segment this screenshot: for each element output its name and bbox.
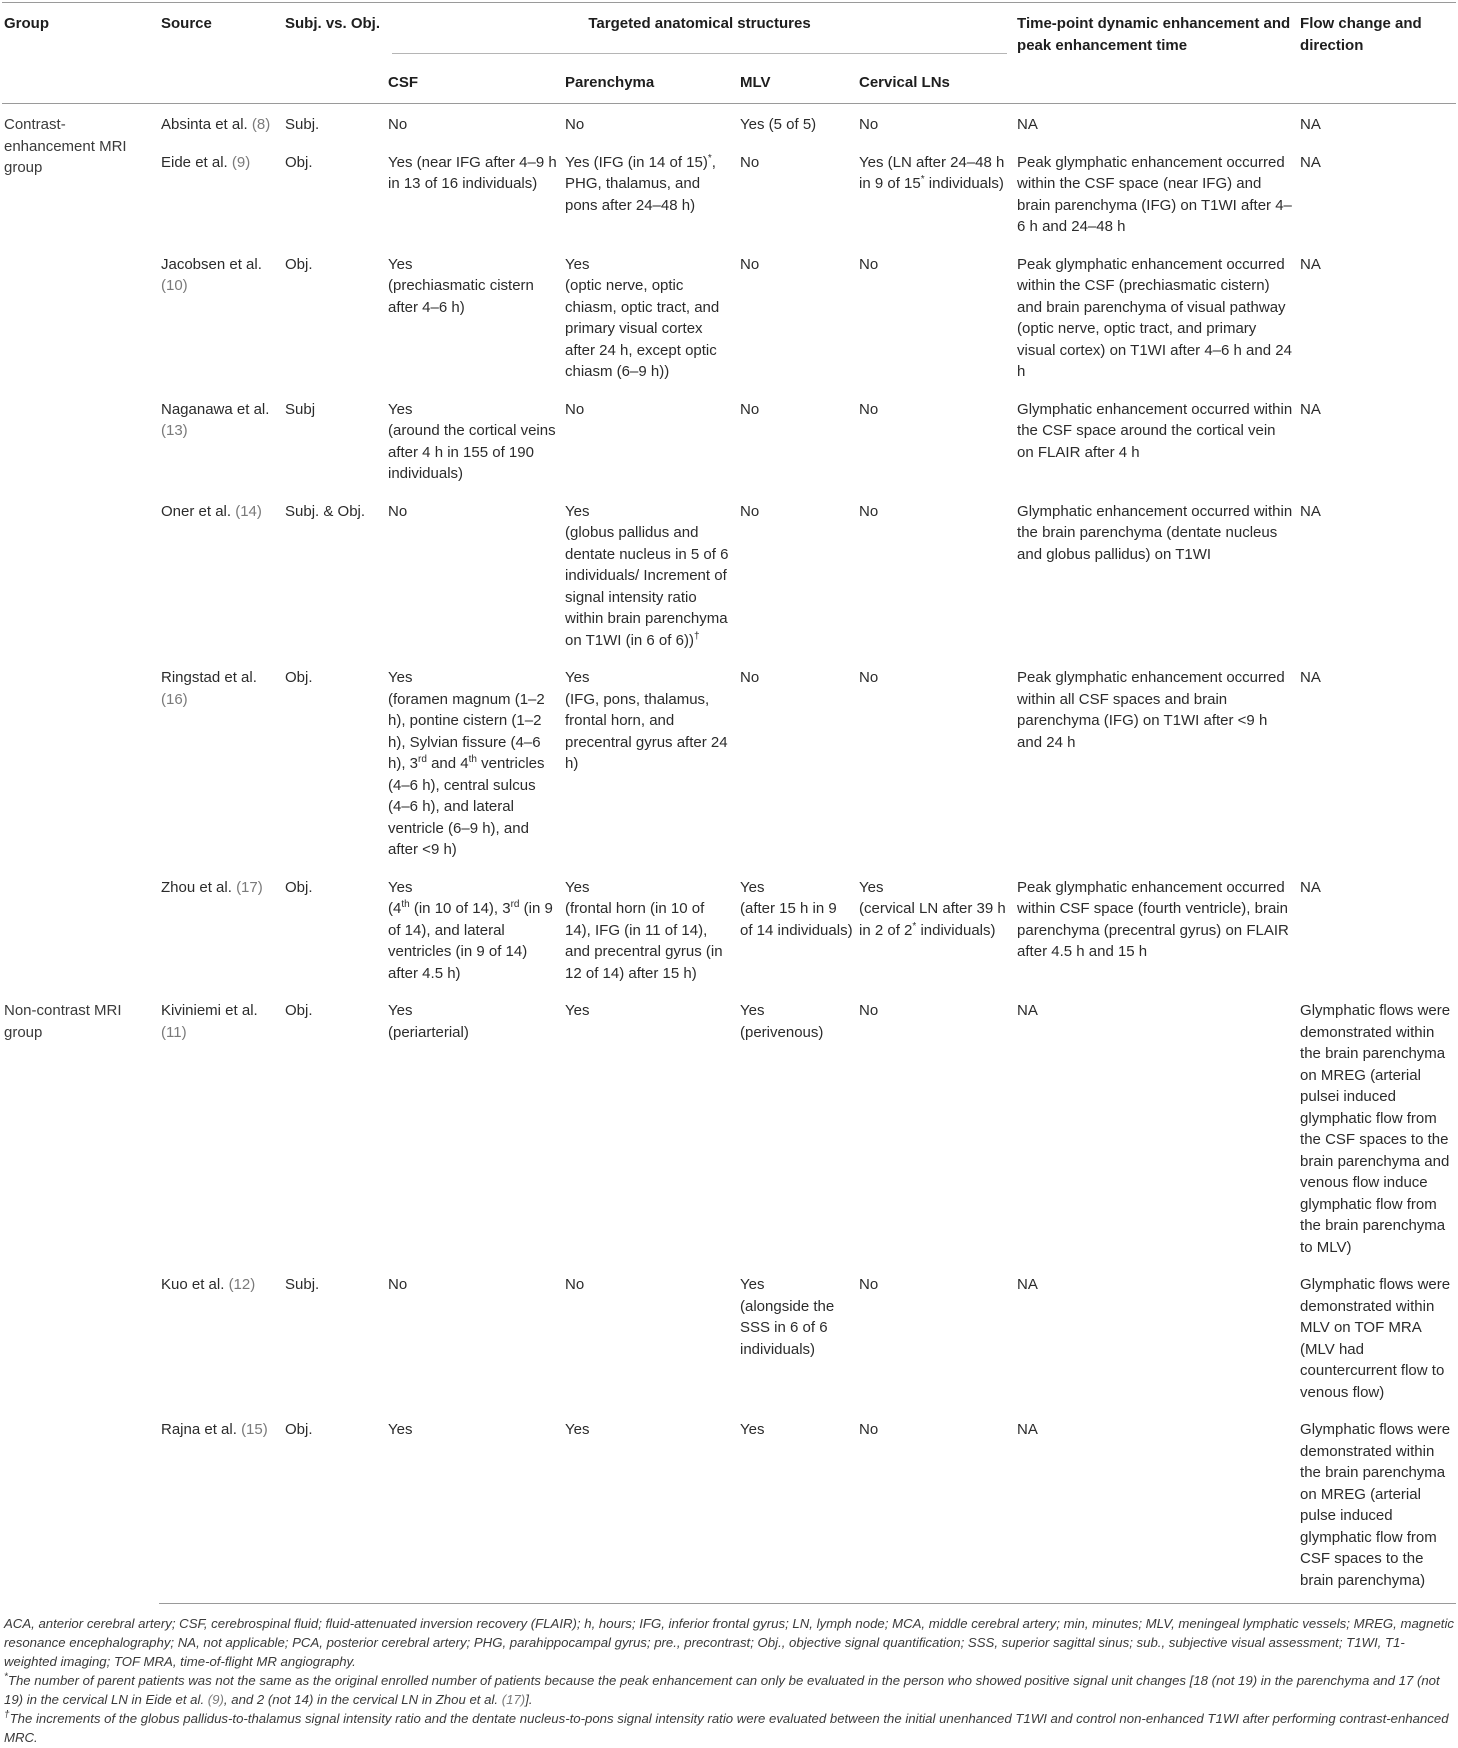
footnote-mark: † xyxy=(693,630,700,642)
table-row xyxy=(2,142,1456,244)
footnote-mark: * xyxy=(920,174,925,185)
mlv-yes: Yes xyxy=(740,878,765,896)
csf-yes: Yes xyxy=(388,400,413,418)
source-name: Jacobsen et al. xyxy=(161,255,262,273)
csf-cell: No xyxy=(388,116,408,133)
source-cell xyxy=(159,491,283,658)
parenchyma-cell xyxy=(563,657,738,867)
parenchyma-cell: Yes xyxy=(563,1409,738,1604)
csf-detail: (in 9 of 14), and lateral ventricles (in 9 of 14) after 4.5 h) xyxy=(388,900,553,982)
footnote-mark: * xyxy=(4,1671,8,1683)
subj-obj-cell: Subj. xyxy=(285,1276,320,1293)
flow-cell: NA xyxy=(1300,255,1321,273)
time-point-cell: NA xyxy=(1017,1002,1038,1019)
csf-yes: Yes xyxy=(388,878,413,896)
flow-cell: NA xyxy=(1300,116,1321,133)
mlv-yes: Yes xyxy=(740,1276,765,1293)
lns-cell: No xyxy=(859,255,879,273)
time-point-cell: NA xyxy=(1017,116,1038,133)
header-targeted-label: Targeted anatomical structures xyxy=(588,15,811,32)
ordinal-suffix: th xyxy=(468,754,477,765)
time-point-cell: NA xyxy=(1017,1276,1038,1293)
header-source: Source xyxy=(159,3,283,104)
footnote-star xyxy=(4,1671,1454,1709)
document-page xyxy=(0,2,1458,1748)
parenchyma-detail: (optic nerve, optic chiasm, optic tract, and primary visual cortex after 24 h, except optic chiasm (6–9 h)) xyxy=(565,277,720,380)
header-parenchyma: Parenchyma xyxy=(563,66,738,104)
mlv-yes: Yes xyxy=(740,1002,765,1019)
parenchyma-cell: No xyxy=(565,400,585,418)
lns-cell: No xyxy=(859,116,879,133)
mlv-cell: No xyxy=(740,400,760,418)
group-cell-noncontrast: Non-contrast MRI group xyxy=(4,1002,122,1041)
table-row xyxy=(2,990,1456,1264)
table-row xyxy=(2,104,1456,142)
source-cell xyxy=(159,657,283,867)
header-mlv: MLV xyxy=(738,66,857,104)
footnote-mark: * xyxy=(707,152,712,164)
header-targeted-structures xyxy=(386,3,1015,66)
subj-obj-cell: Obj. xyxy=(283,1409,386,1604)
parenchyma-cell xyxy=(563,491,738,658)
header-flow: Flow change and direction xyxy=(1298,3,1456,104)
flow-cell: Glymphatic flows were demonstrated within the brain parenchyma on MREG (arterial pulsei induced glymphatic flow from the CSF spaces to the brain parenchyma and venous flow induce glymphatic flow from the brain parenchyma to MLV) xyxy=(1300,1002,1451,1256)
source-cell xyxy=(159,1264,283,1409)
source-name: Oner et al. xyxy=(161,502,232,520)
reference-link[interactable]: (14) xyxy=(235,502,262,520)
ordinal-suffix: rd xyxy=(510,899,520,910)
source-name: Kiviniemi et al. xyxy=(161,1002,258,1019)
lns-text: (cervical LN after 39 h in 2 of 2 xyxy=(859,900,1006,939)
lns-cell xyxy=(857,142,1015,244)
parenchyma-cell xyxy=(563,244,738,389)
subj-obj-cell: Obj. xyxy=(285,153,313,171)
lns-text: Yes (LN after 24–48 h in 9 of 15 xyxy=(859,153,1005,192)
mlv-cell: Yes (5 of 5) xyxy=(740,116,817,133)
subj-obj-cell: Obj. xyxy=(285,669,313,686)
source-name: Naganawa et al. xyxy=(161,400,270,418)
source-cell xyxy=(159,244,283,389)
source-cell xyxy=(159,142,283,244)
flow-cell: NA xyxy=(1300,502,1321,520)
lns-text: individuals) xyxy=(916,921,996,939)
source-name: Kuo et al. xyxy=(161,1276,225,1293)
mlv-detail: (after 15 h in 9 of 14 individuals) xyxy=(740,900,853,939)
csf-cell xyxy=(386,244,563,389)
mlv-cell: No xyxy=(740,669,760,686)
reference-link[interactable]: (17) xyxy=(236,878,263,896)
reference-link[interactable]: (13) xyxy=(161,422,188,439)
lns-cell: No xyxy=(859,502,879,520)
csf-detail: (around the cortical veins after 4 h in 155 of 190 individuals) xyxy=(388,422,556,482)
parenchyma-detail: (frontal horn (in 10 of 14), IFG (in 11 of 14), and precentral gyrus (in 12 of 14) after 15 h) xyxy=(565,900,723,982)
parenchyma-detail: (globus pallidus and dentate nucleus in 5 of 6 individuals/ Increment of signal intensity ratio within brain parenchyma on T1WI (in 6 of 6)) xyxy=(565,524,729,649)
csf-cell: Yes (near IFG after 4–9 h in 13 of 16 individuals) xyxy=(388,153,557,192)
subj-obj-cell: Subj. xyxy=(285,116,320,133)
mlv-cell xyxy=(738,867,857,991)
subj-obj-cell: Subj. & Obj. xyxy=(285,502,366,520)
lns-cell: No xyxy=(859,669,879,686)
footnote-abbreviations: ACA, anterior cerebral artery; CSF, cerebrospinal fluid; fluid-attenuated inversion recovery (FLAIR); h, hours; IFG, inferior frontal gyrus; LN, lymph node; MCA, middle cerebral artery; min, minutes; MLV, meningeal lymphatic vessels; MREG, magnetic resonance encephalography; NA, not applicable; PCA, posterior cerebral artery; PHG, parahippocampal gyrus; pre., precontrast; Obj., objective signal quantification; SSS, superior sagittal sinus; sub., subjective visual assessment; T1WI, T1-weighted imaging; TOF MRA, time-of-flight MR angiography. xyxy=(4,1616,1454,1669)
footnote-mark: * xyxy=(912,920,917,932)
csf-cell xyxy=(386,657,563,867)
glymphatic-study-table xyxy=(2,2,1456,1604)
lns-cell: No xyxy=(859,400,879,418)
source-cell xyxy=(159,867,283,991)
time-point-cell: Glymphatic enhancement occurred within the brain parenchyma (dentate nucleus and globus pallidus) on T1WI xyxy=(1017,502,1293,563)
table-header xyxy=(2,3,1456,104)
source-name: Zhou et al. xyxy=(161,878,232,896)
mlv-cell: No xyxy=(740,502,760,520)
footnote-mark: † xyxy=(4,1709,10,1721)
header-cervical-lns: Cervical LNs xyxy=(857,66,1015,104)
reference-link[interactable]: (17) xyxy=(501,1692,526,1707)
parenchyma-cell xyxy=(563,142,738,244)
csf-detail: (4 xyxy=(388,900,402,917)
csf-detail: (periarterial) xyxy=(388,1023,469,1041)
lns-cell: No xyxy=(859,1276,879,1293)
csf-cell: Yes xyxy=(386,1409,563,1604)
mlv-cell: No xyxy=(740,153,760,171)
subj-obj-cell: Subj xyxy=(285,400,316,418)
source-cell xyxy=(159,1409,283,1604)
csf-detail: ventricles (4–6 h), central sulcus (4–6 h), and lateral ventricle (6–9 h), and after <9 h) xyxy=(388,755,545,858)
reference-link[interactable]: (16) xyxy=(161,690,188,708)
parenchyma-cell: No xyxy=(565,116,585,133)
table-row xyxy=(2,491,1456,658)
flow-cell: Glymphatic flows were demonstrated within MLV on TOF MRA (MLV had countercurrent flow to venous flow) xyxy=(1300,1276,1451,1401)
csf-yes: Yes xyxy=(388,1002,413,1019)
source-name: Eide et al. xyxy=(161,153,228,171)
parenchyma-text: Yes (IFG (in 14 of 15) xyxy=(565,153,708,171)
lns-cell: No xyxy=(859,1002,879,1019)
flow-cell: NA xyxy=(1300,878,1321,896)
mlv-detail: (perivenous) xyxy=(740,1023,824,1041)
table-row xyxy=(2,1409,1456,1604)
time-point-cell: Peak glymphatic enhancement occurred within all CSF spaces and brain parenchyma (IFG) on T1WI after <9 h and 24 h xyxy=(1017,669,1285,751)
footnote-dagger xyxy=(4,1709,1454,1747)
reference-link[interactable]: (12) xyxy=(228,1276,256,1293)
group-cell-contrast: Contrast-enhancement MRI group xyxy=(4,116,127,176)
parenchyma-yes: Yes xyxy=(565,669,590,686)
flow-cell: Glymphatic flows were demonstrated within the brain parenchyma on MREG (arterial pulse induced glymphatic flow from CSF spaces to the brain parenchyma) xyxy=(1298,1409,1456,1604)
parenchyma-cell: No xyxy=(565,1276,585,1293)
source-name: Rajna et al. xyxy=(161,1421,237,1438)
time-point-cell: Peak glymphatic enhancement occurred within CSF space (fourth ventricle), brain parenchyma (precentral gyrus) on FLAIR after 4.5 h and 15 h xyxy=(1017,878,1289,960)
table-footnotes xyxy=(2,1604,1456,1747)
table-row xyxy=(2,867,1456,991)
parenchyma-yes: Yes xyxy=(565,255,590,273)
lns-cell xyxy=(857,867,1015,991)
mlv-cell: Yes xyxy=(738,1409,857,1604)
reference-link[interactable]: (15) xyxy=(241,1421,268,1438)
lns-yes: Yes xyxy=(859,878,884,896)
table-row xyxy=(2,657,1456,867)
mlv-cell xyxy=(738,990,857,1264)
mlv-cell xyxy=(738,1264,857,1409)
parenchyma-yes: Yes xyxy=(565,502,590,520)
footnote-text: The number of parent patients was not the same as the original enrolled number of patients because the peak enhancement can only be evaluated in the person who showed positive signal unit changes [18 (not 19) in the parenchyma and 17 (not 19) in the cervical LN in Eide et al. xyxy=(4,1673,1440,1707)
subj-obj-cell: Obj. xyxy=(285,1002,313,1019)
parenchyma-text: , PHG, thalamus, and pons after 24–48 h) xyxy=(565,153,716,214)
csf-detail: (foramen magnum (1–2 h), pontine cistern (1–2 h), Sylvian fissure (4–6 h), 3 xyxy=(388,690,545,772)
csf-cell xyxy=(386,990,563,1264)
parenchyma-cell xyxy=(563,867,738,991)
reference-link[interactable]: (9) xyxy=(207,1692,224,1707)
time-point-cell: Peak glymphatic enhancement occurred within the CSF (prechiasmatic cistern) and brain parenchyma of visual pathway (optic nerve, optic tract, and primary visual cortex) on T1WI after 4–6 h and 24 h xyxy=(1017,255,1292,380)
lns-text: individuals) xyxy=(924,175,1004,192)
source-name: Ringstad et al. xyxy=(161,669,257,686)
ordinal-suffix: rd xyxy=(418,754,427,765)
flow-cell: NA xyxy=(1300,400,1321,418)
reference-link[interactable]: (9) xyxy=(231,153,251,171)
flow-cell: NA xyxy=(1300,153,1321,171)
csf-cell: No xyxy=(388,1276,408,1293)
footnote-text: , and 2 (not 14) in the cervical LN in Zhou et al. xyxy=(223,1692,502,1707)
csf-cell: No xyxy=(388,502,408,520)
header-csf: CSF xyxy=(386,66,563,104)
ordinal-suffix: th xyxy=(401,899,410,910)
reference-link[interactable]: (11) xyxy=(161,1023,187,1041)
mlv-detail: (alongside the SSS in 6 of 6 individuals) xyxy=(740,1297,835,1358)
lns-cell: No xyxy=(857,1409,1015,1604)
header-time-point: Time-point dynamic enhancement and peak enhancement time xyxy=(1015,3,1298,104)
csf-yes: Yes xyxy=(388,669,413,686)
subj-obj-cell: Obj. xyxy=(285,255,313,273)
time-point-cell: Peak glymphatic enhancement occurred within the CSF space (near IFG) and brain parenchyma (IFG) on T1WI after 4–6 h and 24–48 h xyxy=(1017,153,1292,235)
time-point-cell: Glymphatic enhancement occurred within the CSF space around the cortical vein on FLAIR after 4 h xyxy=(1017,400,1293,461)
csf-detail: and 4 xyxy=(426,755,469,772)
header-subj-obj: Subj. vs. Obj. xyxy=(283,3,386,104)
csf-cell xyxy=(386,867,563,991)
source-cell xyxy=(159,104,283,142)
source-cell xyxy=(159,990,283,1264)
csf-cell xyxy=(386,389,563,491)
subj-obj-cell: Obj. xyxy=(285,878,313,896)
table-row xyxy=(2,1264,1456,1409)
footnote-text: The increments of the globus pallidus-to-thalamus signal intensity ratio and the dentate nucleus-to-pons signal intensity ratio were evaluated between the initial unenhanced T1WI and control non-enhanced T1WI after performing contrast-enhanced MRC. xyxy=(4,1711,1449,1745)
flow-cell: NA xyxy=(1300,669,1321,686)
table-row xyxy=(2,244,1456,389)
header-span-rule xyxy=(392,53,1007,54)
csf-detail: (prechiasmatic cistern after 4–6 h) xyxy=(388,277,534,316)
parenchyma-cell: Yes xyxy=(565,1002,590,1019)
reference-link[interactable]: (10) xyxy=(161,277,188,294)
table-body xyxy=(2,104,1456,1604)
parenchyma-detail: (IFG, pons, thalamus, frontal horn, and precentral gyrus after 24 h) xyxy=(565,690,728,772)
reference-link[interactable]: (8) xyxy=(251,116,271,133)
csf-yes: Yes xyxy=(388,255,413,273)
footnote-text: ]. xyxy=(525,1692,533,1707)
source-name: Absinta et al. xyxy=(161,116,248,133)
csf-detail: (in 10 of 14), 3 xyxy=(409,900,511,917)
table-row xyxy=(2,389,1456,491)
parenchyma-yes: Yes xyxy=(565,878,590,896)
header-group: Group xyxy=(2,3,159,104)
mlv-cell: No xyxy=(740,255,760,273)
source-cell xyxy=(159,389,283,491)
time-point-cell: NA xyxy=(1015,1409,1298,1604)
